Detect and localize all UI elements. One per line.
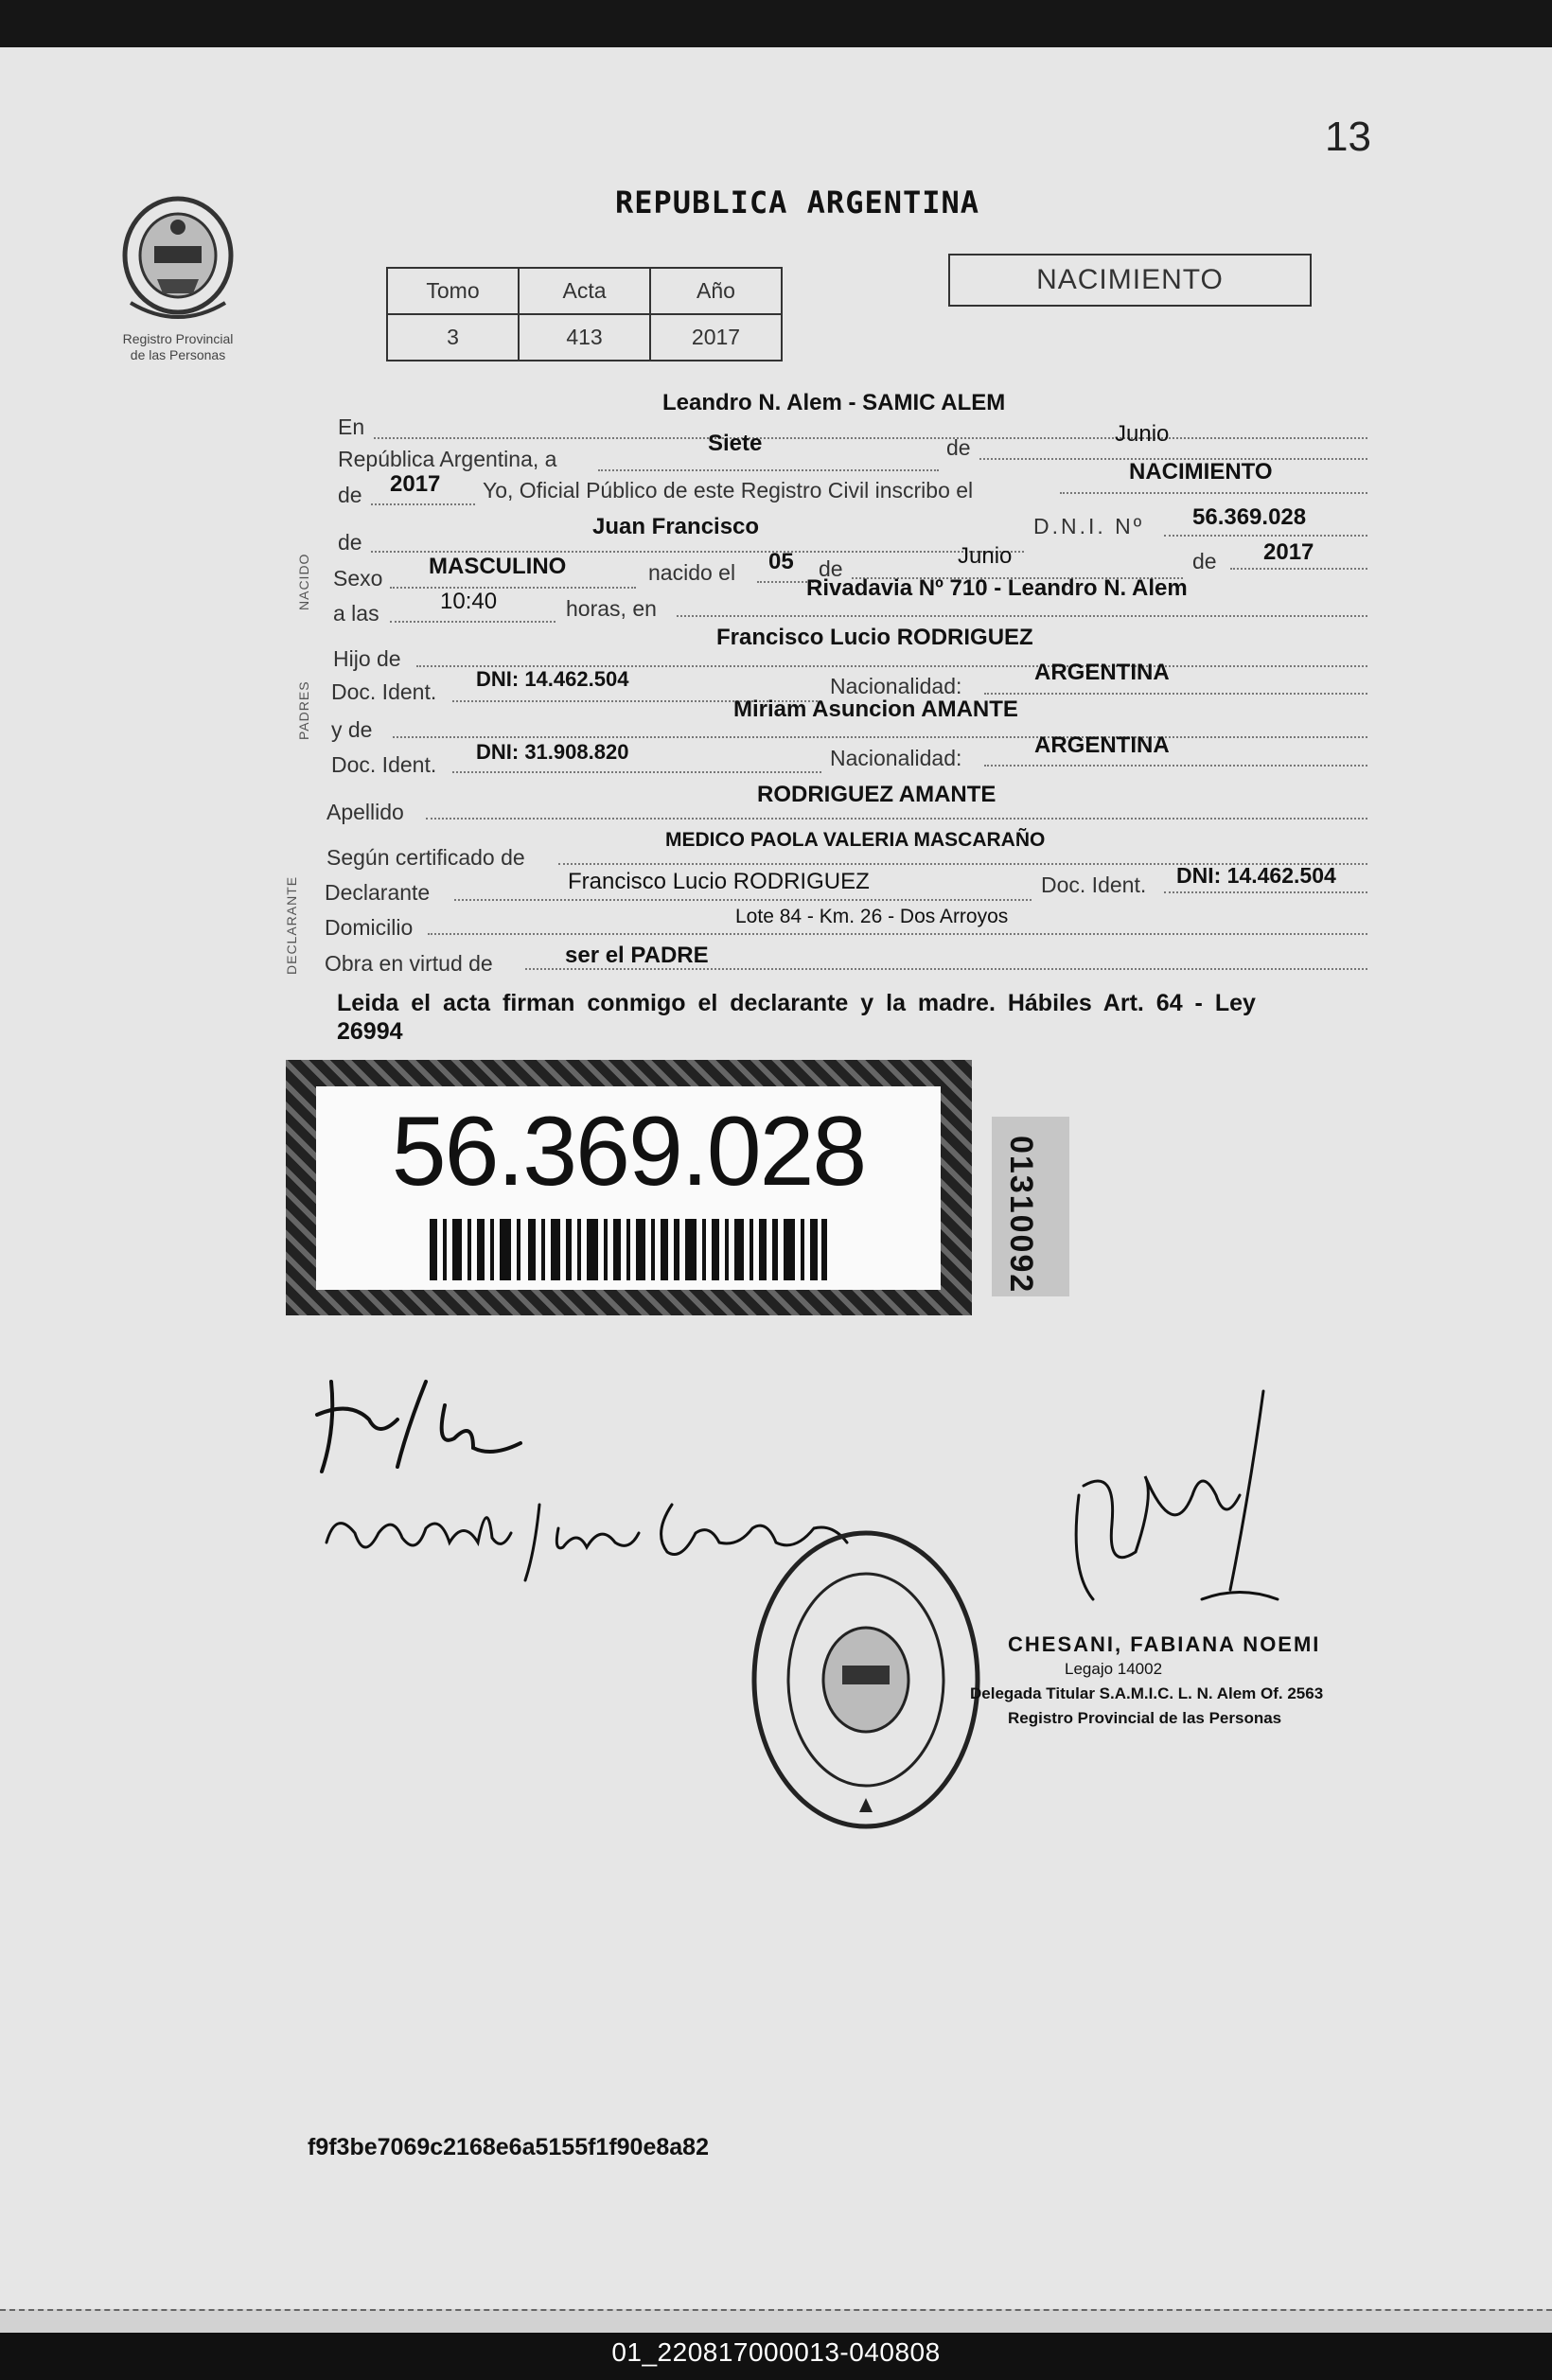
barcode-icon [430, 1219, 827, 1280]
fill-line [426, 818, 1367, 820]
page-number: 13 [1325, 114, 1371, 160]
fill-line [452, 771, 821, 773]
side-label-declarante: DECLARANTE [284, 875, 299, 975]
label-de-year: de [338, 483, 362, 507]
label-en: En [338, 414, 365, 439]
logo-caption-line2: de las Personas [130, 347, 226, 362]
value-hora: 10:40 [440, 589, 498, 614]
fill-line [984, 765, 1367, 767]
label-doc-ident-2: Doc. Ident. [331, 752, 437, 777]
value-dia: Siete [708, 431, 763, 456]
value-acto: NACIMIENTO [1129, 459, 1273, 485]
document-title: REPUBLICA ARGENTINA [615, 185, 980, 220]
value-anio: 2017 [390, 471, 441, 497]
label-horas-en: horas, en [566, 596, 657, 621]
value-domicilio: Lote 84 - Km. 26 - Dos Arroyos [735, 906, 1009, 927]
father-signature [312, 1363, 558, 1486]
official-name: CHESANI, FABIANA NOEMI [1008, 1632, 1321, 1656]
side-serial-text: 01310092 [1003, 1136, 1039, 1295]
logo-caption [102, 331, 254, 363]
fill-line [1164, 535, 1367, 537]
fill-line [984, 693, 1367, 695]
fill-line [390, 621, 556, 623]
label-nacionalidad: Nacionalidad: [830, 674, 962, 698]
label-de-month: de [1192, 549, 1217, 573]
closing-text: Leida el acta firman conmigo el declarante y la madre. Hábiles Art. 64 - Ley 26994 [337, 990, 1256, 1045]
label-a-las: a las [333, 601, 379, 626]
fill-line [371, 551, 1024, 553]
label-segun: Según certificado de [326, 845, 525, 870]
official-seal-stamp [748, 1524, 984, 1836]
logo-caption-line1: Registro Provincial [122, 331, 234, 346]
value-nac-mes: Junio [958, 543, 1013, 569]
anio-label: Año [650, 268, 782, 314]
fill-line [371, 503, 475, 505]
value-lugar: Leandro N. Alem - SAMIC ALEM [662, 390, 1006, 415]
label-declarante: Declarante [325, 880, 431, 905]
value-madre-doc: DNI: 31.908.820 [476, 740, 629, 764]
side-label-padres: PADRES [296, 680, 311, 740]
fill-line [390, 587, 636, 589]
fill-line [677, 615, 1367, 617]
value-dni: 56.369.028 [1192, 504, 1307, 530]
label-obra: Obra en virtud de [325, 951, 493, 976]
barcode-number: 56.369.028 [391, 1097, 866, 1207]
label-domicilio: Domicilio [325, 915, 414, 940]
label-doc-ident-3: Doc. Ident. [1041, 873, 1147, 897]
record-type-box: NACIMIENTO [948, 254, 1312, 307]
official-stamp-block [970, 1632, 1324, 1731]
value-nac-dia: 05 [768, 549, 794, 574]
fill-line [598, 469, 939, 471]
value-padre-nac: ARGENTINA [1034, 660, 1170, 685]
label-sexo: Sexo [333, 566, 383, 591]
official-legajo: Legajo 14002 [1065, 1660, 1163, 1678]
official-office: Registro Provincial de las Personas [1008, 1709, 1282, 1727]
bottom-strip [0, 2309, 1552, 2335]
tomo-label: Tomo [387, 268, 519, 314]
label-de-day: de [819, 556, 843, 581]
side-label-nacido: NACIDO [296, 553, 311, 610]
label-apellido: Apellido [326, 800, 404, 824]
official-signature [1060, 1382, 1296, 1628]
value-certificado: MEDICO PAOLA VALERIA MASCARAÑO [665, 829, 1046, 851]
value-obra: ser el PADRE [565, 943, 709, 968]
anio-value: 2017 [650, 314, 782, 361]
label-dni: D.N.I. Nº [1033, 514, 1145, 538]
value-nombre: Juan Francisco [592, 514, 760, 539]
fill-line [393, 736, 1367, 738]
acta-label: Acta [519, 268, 650, 314]
acta-value: 413 [519, 314, 650, 361]
record-table [386, 267, 783, 361]
fill-line [1230, 568, 1367, 570]
fill-line [757, 581, 814, 583]
barcode-panel [316, 1086, 941, 1290]
fill-line [428, 933, 1367, 935]
document-hash: f9f3be7069c2168e6a5155f1f90e8a82 [308, 2134, 709, 2160]
value-mes: Junio [1115, 421, 1170, 447]
barcode-label [286, 1060, 972, 1315]
label-nacionalidad-2: Nacionalidad: [830, 746, 962, 770]
fill-line [454, 899, 1032, 901]
value-padre: Francisco Lucio RODRIGUEZ [716, 625, 1033, 650]
tomo-value: 3 [387, 314, 519, 361]
value-apellido: RODRIGUEZ AMANTE [757, 782, 996, 807]
official-role: Delegada Titular S.A.M.I.C. L. N. Alem Of. 2563 [970, 1684, 1324, 1702]
label-de-name: de [338, 530, 362, 555]
value-declarante-doc: DNI: 14.462.504 [1176, 863, 1336, 888]
footer-file-id: 01_220817000013-040808 [611, 2337, 941, 2367]
label-republica: República Argentina, a [338, 447, 557, 471]
value-padre-doc: DNI: 14.462.504 [476, 667, 629, 691]
label-hijo-de: Hijo de [333, 646, 401, 671]
value-nac-anio: 2017 [1263, 539, 1314, 565]
value-madre: Miriam Asuncion AMANTE [733, 696, 1018, 722]
label-yo-oficial: Yo, Oficial Público de este Registro Civil inscribo el [483, 478, 974, 502]
fill-line [374, 437, 1367, 439]
top-border [0, 0, 1552, 47]
fill-line [1164, 891, 1367, 893]
label-nacido-el: nacido el [648, 560, 736, 585]
fill-line [1060, 492, 1367, 494]
value-declarante: Francisco Lucio RODRIGUEZ [568, 869, 870, 894]
value-sexo: MASCULINO [429, 554, 567, 579]
value-madre-nac: ARGENTINA [1034, 732, 1170, 758]
value-lugar-nac: Rivadavia Nº 710 - Leandro N. Alem [806, 575, 1188, 601]
side-serial-code [992, 1117, 1069, 1296]
label-de: de [946, 435, 971, 460]
label-doc-ident: Doc. Ident. [331, 679, 437, 704]
label-y-de: y de [331, 717, 373, 742]
